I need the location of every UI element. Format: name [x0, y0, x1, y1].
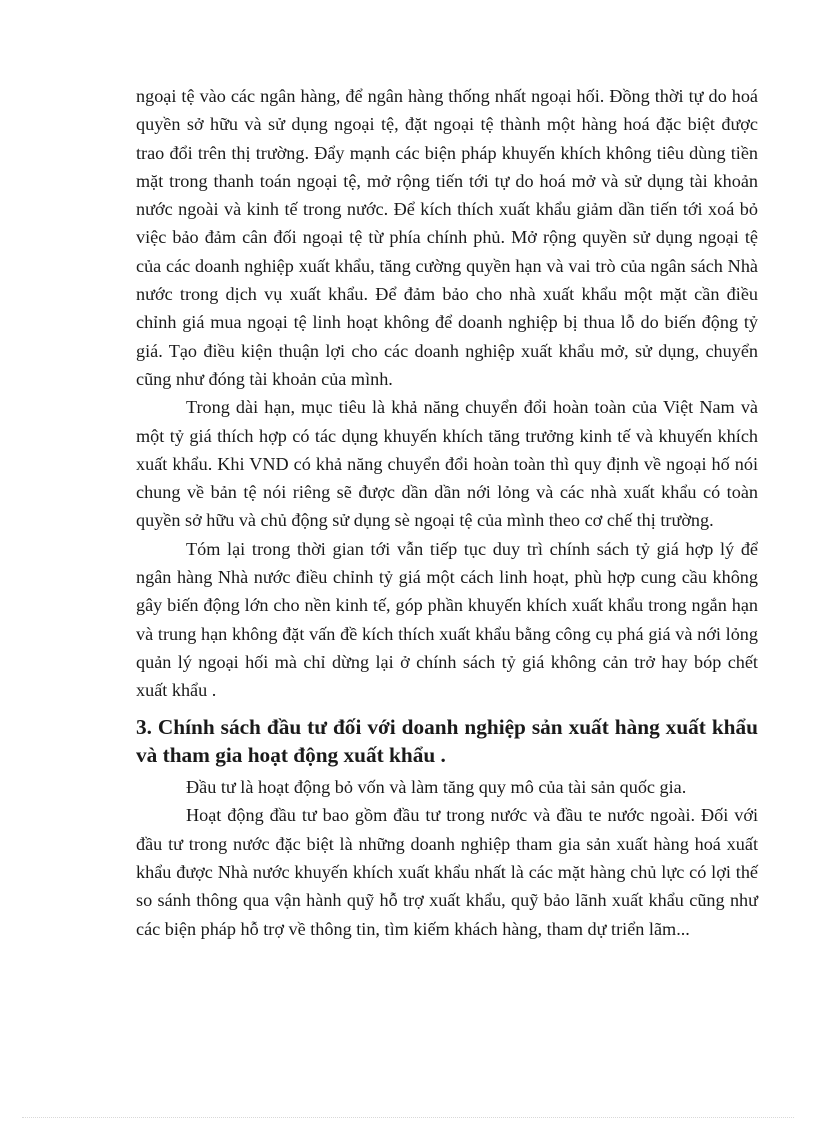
body-paragraph-5: Hoạt động đầu tư bao gồm đầu tư trong nước và đầu te nước ngoài. Đối với đầu tư trong nước đặc biệt là những doanh nghiệp tham gia sản xuất hàng hoá xuất khẩu được Nhà nước khuyến khích xuất khẩu nhất là các mặt hàng chủ lực có lợi thế so sánh thông qua vận hành quỹ hỗ trợ xuất khẩu, quỹ bảo lãnh xuất khẩu cũng như các biện pháp hỗ trợ về thông tin, tìm kiếm khách hàng, tham dự triển lãm... — [136, 805, 758, 939]
page-bottom-divider — [22, 1117, 794, 1118]
body-paragraph-4: Đầu tư là hoạt động bỏ vốn và làm tăng quy mô của tài sản quốc gia. — [186, 777, 687, 798]
body-paragraph-1: ngoại tệ vào các ngân hàng, để ngân hàng thống nhất ngoại hối. Đồng thời tự do hoá quyền sở hữu và sử dụng ngoại tệ, đặt ngoại tệ thành một hàng hoá đặc biệt được trao đổi trên thị trường. Đẩy mạnh các biện pháp khuyến khích không tiêu dùng tiền mặt trong thanh toán ngoại tệ, mở rộng tiến tới tự do hoá mở và sử dụng tài khoản nước ngoài và kinh tế trong nước. Để kích thích xuất khẩu giảm dần tiến tới xoá bỏ việc bảo đảm cân đối ngoại tệ từ phía chính phủ. Mở rộng quyền sử dụng ngoại tệ của các doanh nghiệp xuất khẩu, tăng cường quyền hạn và vai trò của ngân sách Nhà nước trong dịch vụ xuất khẩu. Để đảm bảo cho nhà xuất khẩu một mặt cần điều chỉnh giá mua ngoại tệ linh hoạt không để doanh nghiệp bị thua lỗ do biến động tỷ giá. Tạo điều kiện thuận lợi cho các doanh nghiệp xuất khẩu mở, sử dụng, chuyển cũng như đóng tài khoản của mình. — [136, 86, 758, 389]
body-paragraph-3: Tóm lại trong thời gian tới vẫn tiếp tục duy trì chính sách tỷ giá hợp lý để ngân hàng Nhà nước điều chỉnh tỷ giá một cách linh hoạt, phù hợp cung cầu không gây biến động lớn cho nền kinh tế, góp phần khuyến khích xuất khẩu trong ngắn hạn và trung hạn không đặt vấn đề kích thích xuất khẩu bằng công cụ phá giá và nới lỏng quản lý ngoại hối mà chỉ dừng lại ở chính sách tỷ giá không cản trở hay bóp chết xuất khẩu . — [136, 538, 758, 701]
body-paragraph-2: Trong dài hạn, mục tiêu là khả năng chuyển đổi hoàn toàn của Việt Nam và một tỷ giá thích hợp có tác dụng khuyến khích tăng trưởng kinh tế và khuyến khích xuất khẩu. Khi VND có khả năng chuyển đổi hoàn toàn thì quy định về ngoại hố nói chung về bản tệ nói riêng sẽ được dần dần nới lỏng và các nhà xuất khẩu có toàn quyền sở hữu và chủ động sử dụng sè ngoại tệ của mình theo cơ chế thị trường. — [136, 397, 758, 531]
document-body — [136, 82, 758, 943]
section-heading: 3. Chính sách đầu tư đối với doanh nghiệp sản xuất hàng xuất khẩu và tham gia hoạt động xuất khẩu . — [136, 714, 758, 767]
